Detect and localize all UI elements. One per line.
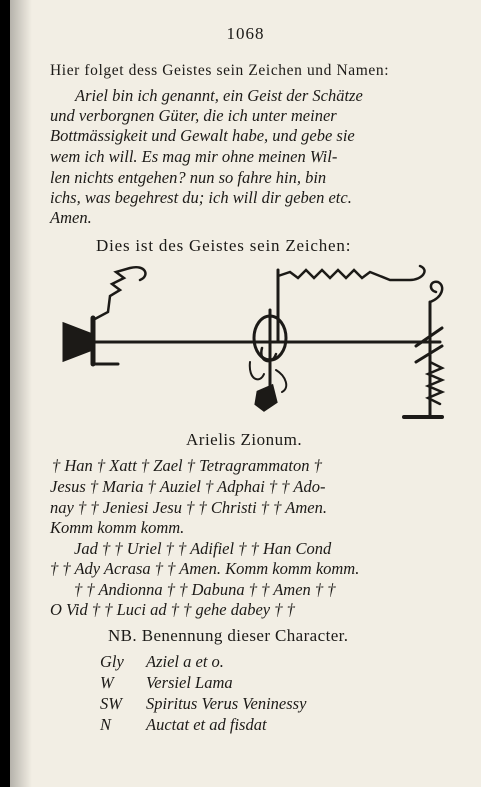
character-meaning: Auctat et ad fisdat [146, 715, 267, 734]
character-abbr: W [100, 673, 114, 692]
character-item [100, 673, 233, 693]
gutter-shadow [10, 0, 32, 787]
incantation-line: nay † † Jeniesi Jesu † † Christi † † Amen. [50, 498, 327, 517]
character-item [100, 715, 267, 735]
text-line: len nichts entgehen? nun so fahre hin, bin [50, 168, 327, 187]
text-line: Amen. [50, 208, 92, 227]
incantation-line: † † Ady Acrasa † † Amen. Komm komm komm. [50, 559, 360, 578]
text-line: wem ich will. Es mag mir ohne meinen Wil- [50, 147, 338, 166]
nb-heading: NB. Benennung dieser Character. [108, 626, 349, 645]
text-line: ichs, was begehrest du; ich will dir geben etc. [50, 188, 352, 207]
text-line: Bottmässigkeit und Gewalt habe, und gebe sie [50, 126, 355, 145]
character-abbr: N [100, 715, 112, 734]
character-abbr: SW [100, 694, 122, 713]
book-page [10, 0, 481, 787]
section-heading: Hier folget dess Geistes sein Zeichen und Namen: [50, 62, 390, 79]
incantation-line: O Vid † † Luci ad † † gehe dabey † † [50, 600, 295, 619]
spirit-sigil-icon [50, 262, 450, 427]
character-meaning: Spiritus Verus Veninessy [146, 694, 307, 713]
character-item [100, 652, 224, 672]
incantation-line: Jad † † Uriel † † Adifiel † † Han Cond [74, 539, 332, 558]
incantation-line: Komm komm komm. [50, 518, 185, 537]
incantation-line: † Han † Xatt † Zael † Tetragrammaton † [52, 456, 322, 475]
character-item [100, 694, 306, 714]
incantation-line: Jesus † Maria † Auziel † Adphai † † Ado- [50, 477, 326, 496]
incantation-line: † † Andionna † † Dabuna † † Amen † † [74, 580, 336, 599]
character-meaning: Versiel Lama [146, 673, 233, 692]
text-line: Ariel bin ich genannt, ein Geist der Schätze [75, 86, 363, 105]
text-line: und verborgnen Güter, die ich unter meiner [50, 106, 337, 125]
spirit-name-heading: Arielis Zionum. [186, 430, 303, 449]
character-meaning: Aziel a et o. [146, 652, 224, 671]
sign-heading: Dies ist des Geistes sein Zeichen: [96, 236, 352, 255]
page-number: 1068 [226, 24, 265, 43]
character-abbr: Gly [100, 652, 124, 671]
